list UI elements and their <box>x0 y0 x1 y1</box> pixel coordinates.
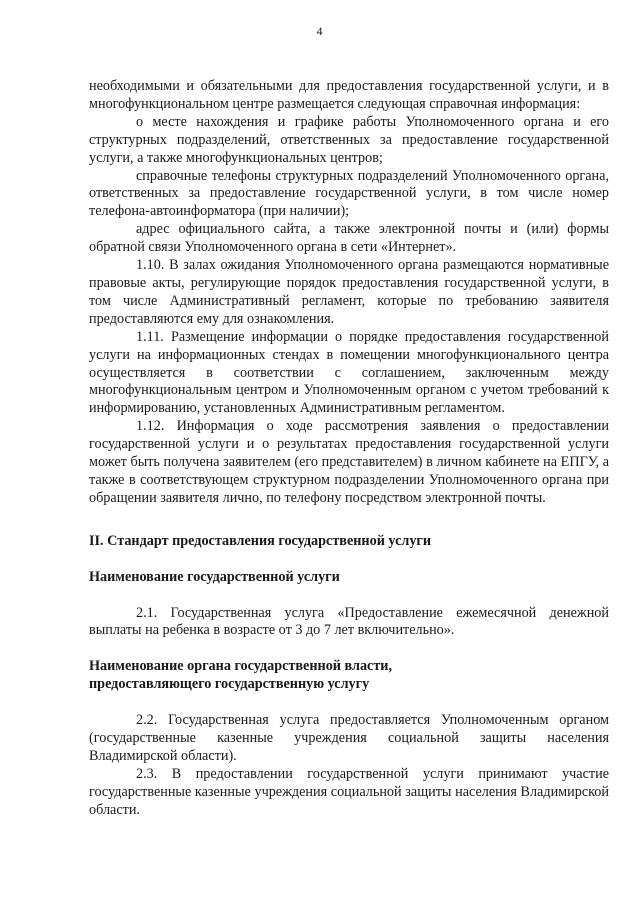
paragraph: необходимыми и обязательными для предоставления государственной услуги, и в многофункциональном центре размещается следующая справочная информация: <box>89 78 609 112</box>
paragraph-1-11: 1.11. Размещение информации о порядке предоставления государственной услуги на информационных стендах в помещении многофункционального центра осуществляется в соответствии с соглашением, заключенным между многофункциональным центром и Уполномоченным органом с учетом требований к информированию, установленных Административным регламентом. <box>89 328 609 417</box>
paragraph-2-1: 2.1. Государственная услуга «Предоставление ежемесячной денежной выплаты на ребенка в возрасте от 3 до 7 лет включительно». <box>89 604 609 639</box>
document-body <box>89 78 609 820</box>
paragraph-2-3: 2.3. В предоставлении государственной услуги принимают участие государственные казенные учреждения социальной защиты населения Владимирской области. <box>89 765 609 818</box>
page-number: 4 <box>316 24 323 38</box>
paragraph-2-2: 2.2. Государственная услуга предоставляется Уполномоченным органом (государственные казенные учреждения социальной защиты населения Владимирской области). <box>89 712 609 764</box>
subheading-line: Наименование органа государственной власти, <box>89 658 393 675</box>
paragraph: о месте нахождения и графике работы Уполномоченного органа и его структурных подразделений, ответственных за предоставление государственной услуги, а также многофункциональных центров; <box>89 113 609 166</box>
paragraph-1-10: 1.10. В залах ожидания Уполномоченного органа размещаются нормативные правовые акты, регулирующие порядок предоставления государственной услуги, в том числе Административный регламент, которые по требованию заявителя предоставляются ему для ознакомления. <box>89 257 609 327</box>
paragraph-1-12: 1.12. Информация о ходе рассмотрения заявления о предоставлении государственной услуги и о результатах предоставления государственной услуги может быть получена заявителем (его представителем) в личном кабинете на ЕПГУ, а также в соответствующем структурном подразделении Уполномоченного органа при обращении заявителя лично, по телефону посредством электронной почты. <box>89 418 609 506</box>
subheading-line: предоставляющего государственную услугу <box>89 676 370 693</box>
subheading-service-name: Наименование государственной услуги <box>89 568 340 585</box>
subheading-authority <box>89 658 609 694</box>
section-title: II. Стандарт предоставления государственной услуги <box>89 532 432 549</box>
paragraph: справочные телефоны структурных подразделений Уполномоченного органа, ответственных за предоставление государственной услуги, в том числе номер телефона-автоинформатора (при наличии); <box>89 167 609 220</box>
paragraph: адрес официального сайта, а также электронной почты и (или) формы обратной связи Уполномоченного органа в сети «Интернет». <box>89 221 609 256</box>
